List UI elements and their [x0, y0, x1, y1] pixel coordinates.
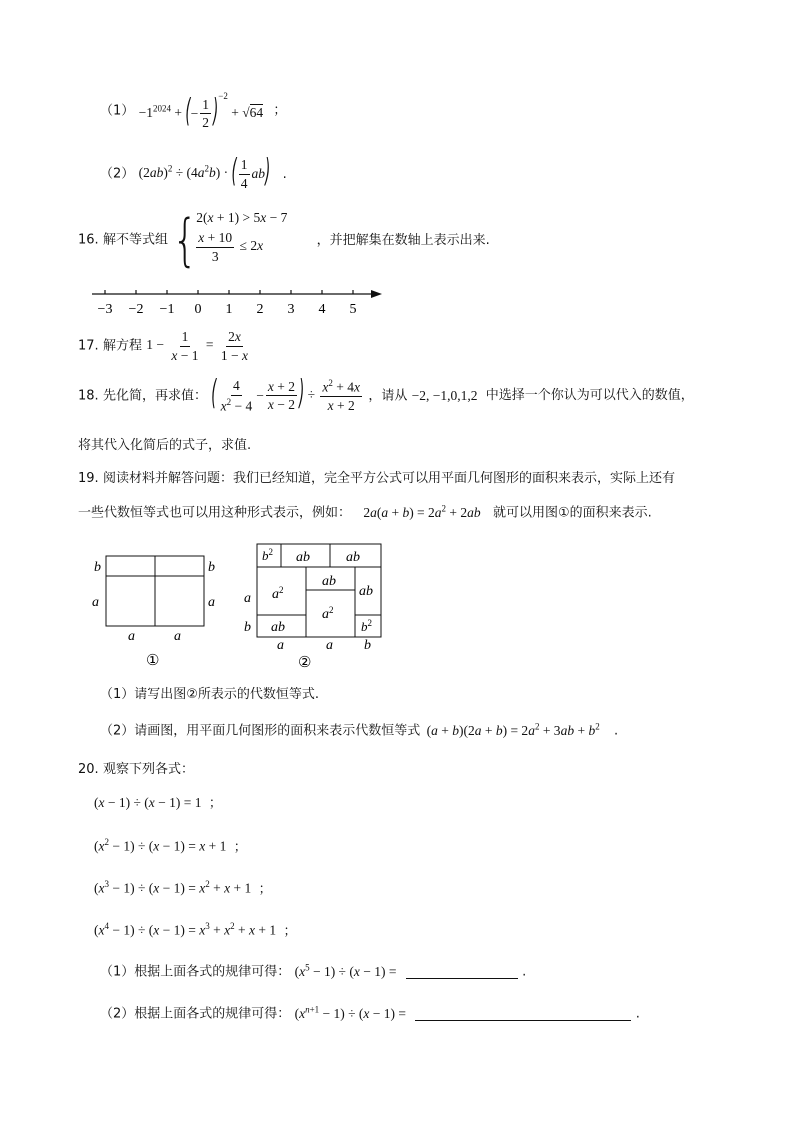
- q20-sub1-end: .: [522, 964, 527, 980]
- q20-intro: [78, 763, 194, 777]
- svg-text:a: a: [244, 591, 251, 606]
- q20-formula-4-semicolon: ；: [283, 923, 297, 939]
- q17-number: 17.: [78, 338, 99, 354]
- q19-figure-1: [88, 550, 228, 670]
- q15-part1-label: （1）: [100, 103, 135, 119]
- q20-sub2-answer-blank[interactable]: [415, 1006, 631, 1021]
- q18-middle: ，请从: [368, 388, 408, 404]
- svg-text:a: a: [128, 629, 135, 644]
- q19-sub1: （1）请写出图②所表示的代数恒等式.: [100, 687, 320, 702]
- q20-formula-2-semicolon: ；: [233, 839, 247, 855]
- svg-text:a: a: [92, 595, 99, 610]
- q18-prefix: 先化简，再求值：: [102, 388, 207, 404]
- svg-text:ab: ab: [271, 620, 285, 635]
- q15-part2-tail: .: [282, 166, 287, 182]
- q19-identity-example: $2a(a + b) = 2a^2 + 2ab$: [363, 503, 481, 520]
- svg-text:a: a: [174, 629, 181, 644]
- svg-text:a2: $a^2$: [322, 605, 334, 622]
- svg-text:ab: ab: [359, 584, 373, 599]
- svg-text:a: a: [277, 638, 284, 653]
- fig2-caption: ②: [298, 655, 312, 671]
- q20-formula-1: (x − 1) ÷ (x − 1) = 1 ；: [94, 795, 222, 811]
- svg-text:a: a: [326, 638, 333, 653]
- number-line-label: −2: [128, 302, 144, 317]
- number-line-label: −3: [97, 302, 113, 317]
- q20-sub1: [100, 963, 526, 979]
- svg-text:a2: $a^2$: [272, 585, 284, 602]
- q15-part2-label: （2）: [100, 166, 135, 182]
- q16-prefix: 解不等式组: [102, 232, 168, 248]
- q19-sub2: [100, 722, 618, 738]
- q19-text2-suffix: 就可以用图①的面积来表示.: [492, 505, 652, 521]
- q15-part2: [100, 153, 287, 192]
- q17-prefix: 解方程: [102, 338, 142, 354]
- q15-part1-tail: ；: [273, 103, 287, 119]
- q20-sub1-expression: $(x^5 - 1) \div (x - 1)$ =: [294, 962, 400, 979]
- q20-formula-4: $(x^4 - 1) \div (x - 1) = x^3 + x^2 + x + 1$ ；: [94, 921, 297, 939]
- number-line-label: 5: [349, 302, 357, 317]
- q19-text2-prefix: 一些代数恒等式也可以用这种形式表示，例如：: [78, 505, 352, 521]
- q20-sub2: [100, 1005, 640, 1021]
- svg-text:a: a: [208, 595, 215, 610]
- q20-sub2-expression: $(x^{n+1} - 1) \div (x - 1)$ =: [294, 1004, 410, 1021]
- number-line-label: 3: [287, 302, 295, 317]
- q18-line2: 将其代入化简后的式子，求值.: [78, 438, 252, 453]
- svg-text:b: b: [94, 560, 101, 575]
- q19-sub2-identity: $(a + b)(2a + b) = 2a^2 + 3ab + b^2$: [426, 721, 600, 738]
- svg-text:b: b: [208, 560, 215, 575]
- q19-figure-2: [240, 540, 390, 672]
- q20-sub1-prefix: （1）根据上面各式的规律可得：: [100, 964, 291, 980]
- q20-number: 20.: [78, 762, 99, 777]
- q20-formula-1-semicolon: ；: [208, 796, 222, 811]
- q15-part1: [100, 92, 286, 130]
- q19-sub2-suffix: .: [613, 723, 619, 739]
- number-line-label: −1: [159, 302, 175, 317]
- q20-formula-3-semicolon: ；: [258, 881, 272, 897]
- q16-number-line: [88, 286, 388, 320]
- svg-text:b2: $b^2$: [361, 618, 372, 634]
- q20-sub1-answer-blank[interactable]: [406, 964, 518, 979]
- q20-intro-text: 观察下列各式：: [102, 762, 194, 777]
- svg-text:b: b: [364, 638, 371, 653]
- q17: [78, 330, 252, 362]
- q16-number: 16.: [78, 232, 99, 248]
- svg-text:ab: ab: [322, 574, 336, 589]
- q17-equation: 1 − $\frac{1}{x - 1}$ = $\frac{2x}{1 - x}$: [146, 329, 249, 363]
- svg-text:b: b: [244, 620, 251, 635]
- q19-line1: [78, 472, 675, 486]
- number-line-label: 2: [256, 302, 264, 317]
- number-line-label: 1: [225, 302, 233, 317]
- q19-sub2-prefix: （2）请画图，用平面几何图形的面积来表示代数恒等式: [100, 723, 421, 739]
- svg-text:ab: ab: [346, 550, 360, 565]
- number-line-label: 4: [318, 302, 326, 317]
- svg-text:b2: $b^2$: [262, 547, 273, 563]
- q20-formula-2: $(x^2 - 1) \div (x - 1) = x + 1$ ；: [94, 837, 247, 855]
- q20-sub2-prefix: （2）根据上面各式的规律可得：: [100, 1006, 291, 1022]
- q16-suffix: ，并把解集在数轴上表示出来.: [316, 232, 490, 248]
- q18: [78, 373, 694, 414]
- q19-text1: 阅读材料并解答问题：我们已经知道，完全平方公式可以用平面几何图形的面积来表示，实际上还有: [102, 471, 675, 486]
- q18-expression: ( $\frac{4}{x^2 - 4}$ − $\frac{x + 2}{x - 2}$ ) ÷ $\frac{x^2 + 4x}{x + 2}$: [211, 373, 361, 414]
- q18-choices: −2, −1,0,1,2: [411, 388, 478, 403]
- q19-line2: [78, 504, 652, 520]
- q20-formula-3: $(x^3 - 1) \div (x - 1) = x^2 + x + 1$ ；: [94, 879, 272, 897]
- q20-sub2-end: .: [635, 1006, 640, 1022]
- q19-number: 19.: [78, 471, 99, 486]
- svg-text:ab: ab: [296, 550, 310, 565]
- q18-number: 18.: [78, 388, 99, 404]
- q18-suffix: 中选择一个你认为可以代入的数值，: [485, 388, 694, 404]
- q15-part1-expression: $-1^{2024}$ + ( − $\frac{1}{2}$ ) $^{-2}$ + √64: [138, 91, 264, 132]
- q15-part2-expression: $(2ab)^2 \div (4a^2b)$ · ( $\frac{1}{4}$ ab ): [138, 153, 271, 192]
- q16-inequality-system: { 2(x + 1) > 5x − 7 $\frac{x + 10}{3}$ ≤ 2x: [172, 208, 288, 274]
- fig1-caption: ①: [146, 653, 160, 669]
- number-line-label: 0: [194, 302, 202, 317]
- q16: [78, 208, 490, 274]
